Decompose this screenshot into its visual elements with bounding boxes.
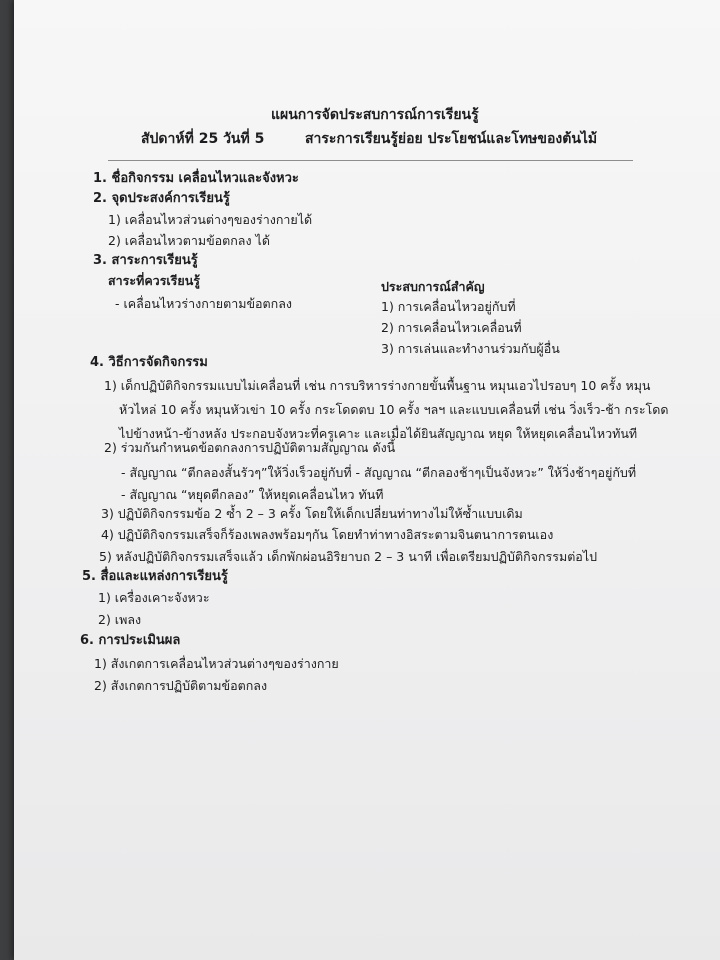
procedure-step-3: 3) ปฏิบัติกิจกรรมข้อ 2 ซ้ำ 2 – 3 ครั้ง โดยให้เด็กเปลี่ยนท่าทางไม่ให้ซ้ำแบบเดิม [101,506,523,521]
signal-rule: - สัญญาณ “หยุดตีกลอง” ให้หยุดเคลื่อนไหว ทันที [121,487,384,502]
subtopic-label: สาระการเรียนรู้ย่อย ประโยชน์และโทษของต้นไม้ [305,131,598,147]
header-divider [108,160,633,161]
content-heading: 3. สาระการเรียนรู้ [93,253,198,268]
procedure-line: ไปข้างหน้า-ข้างหลัง ประกอบจังหวะที่ครูเคาะ และเมื่อได้ยินสัญญาณ หยุด ให้หยุดเคลื่อนไหวทันที [119,426,638,441]
objective-item: 2) เคลื่อนไหวตามข้อตกลง ได้ [108,233,270,248]
procedure-line: หัวไหล่ 10 ครั้ง หมุนหัวเข่า 10 ครั้ง กระโดดตบ 10 ครั้ง ฯลฯ และแบบเคลื่อนที่ เช่น วิ่งเร็ว-ช้า กระโดด [119,402,669,417]
procedure-step-5: 5) หลังปฏิบัติกิจกรรมเสร็จแล้ว เด็กพักผ่อนอิริยาบถ 2 – 3 นาที เพื่อเตรียมปฏิบัติกิจกรรมต่อไป [99,549,598,564]
key-experience-item: 3) การเล่นและทำงานร่วมกับผู้อื่น [381,341,560,356]
key-experience-item: 1) การเคลื่อนไหวอยู่กับที่ [381,299,516,314]
document-title: แผนการจัดประสบการณ์การเรียนรู้ [271,107,479,123]
content-item: - เคลื่อนไหวร่างกายตามข้อตกลง [115,296,293,311]
key-experience-heading: ประสบการณ์สำคัญ [381,279,485,294]
evaluation-item: 1) สังเกตการเคลื่อนไหวส่วนต่างๆของร่างกาย [94,656,339,671]
week-day-label: สัปดาห์ที่ 25 วันที่ 5 [141,131,265,147]
procedure-line: 1) เด็กปฏิบัติกิจกรรมแบบไม่เคลื่อนที่ เช่น การบริหารร่างกายขั้นพื้นฐาน หมุนเอวไปรอบๆ 10 ครั้ง หมุน [104,378,651,393]
procedure-heading: 4. วิธีการจัดกิจกรรม [90,355,208,370]
signal-rule: - สัญญาณ “ตีกลองสั้นรัวๆ”ให้วิ่งเร็วอยู่กับที่ - สัญญาณ “ตีกลองช้าๆเป็นจังหวะ” ให้วิ่งช้าๆอยู่กับที่ [121,465,637,480]
procedure-step-4: 4) ปฏิบัติกิจกรรมเสร็จก็ร้องเพลงพร้อมๆกัน โดยทำท่าทางอิสระตามจินตนาการตนเอง [101,527,554,542]
evaluation-item: 2) สังเกตการปฏิบัติตามข้อตกลง [94,678,268,693]
media-item: 2) เพลง [98,612,142,627]
objective-item: 1) เคลื่อนไหวส่วนต่างๆของร่างกายได้ [108,212,313,227]
objectives-heading: 2. จุดประสงค์การเรียนรู้ [93,191,230,206]
key-experience-item: 2) การเคลื่อนไหวเคลื่อนที่ [381,320,522,335]
procedure-step-2: 2) ร่วมกันกำหนดข้อตกลงการปฏิบัติตามสัญญาณ ดังนี้ [104,440,396,455]
content-subheading: สาระที่ควรเรียนรู้ [108,273,200,288]
media-item: 1) เครื่องเคาะจังหวะ [98,590,210,605]
media-heading: 5. สื่อและแหล่งการเรียนรู้ [82,569,228,584]
evaluation-heading: 6. การประเมินผล [80,633,181,648]
activity-name-heading: 1. ชื่อกิจกรรม เคลื่อนไหวและจังหวะ [93,171,299,186]
